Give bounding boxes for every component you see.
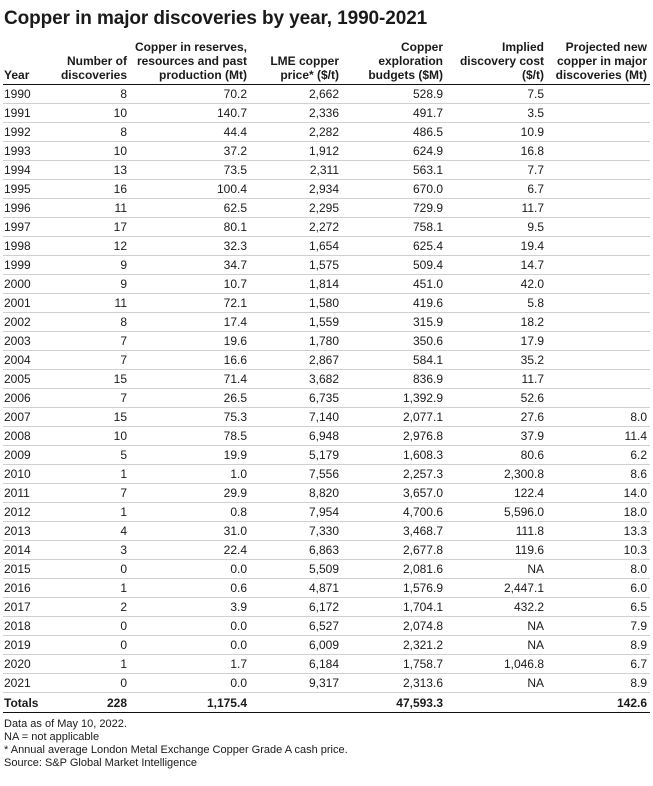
table-row (3, 85, 650, 104)
cell-discoveries: 15 (57, 408, 130, 427)
footnotes (4, 718, 650, 770)
cell-exploration-budget: 419.6 (342, 294, 446, 313)
cell-discoveries: 5 (57, 446, 130, 465)
cell-year: 2002 (3, 313, 57, 332)
cell-exploration-budget: 1,392.9 (342, 389, 446, 408)
cell-copper-mt: 0.6 (130, 579, 250, 598)
cell-discovery-cost: NA (446, 636, 547, 655)
cell-projected-copper: 142.6 (547, 693, 650, 713)
cell-discovery-cost: 122.4 (446, 484, 547, 503)
table-row (3, 446, 650, 465)
cell-exploration-budget: 509.4 (342, 256, 446, 275)
footnote-line: * Annual average London Metal Exchange Copper Grade A cash price. (4, 744, 348, 756)
cell-discovery-cost: 1,046.8 (446, 655, 547, 674)
cell-projected-copper (547, 85, 650, 104)
cell-discoveries: 1 (57, 465, 130, 484)
cell-projected-copper (547, 104, 650, 123)
cell-year: 2010 (3, 465, 57, 484)
cell-discovery-cost: 7.7 (446, 161, 547, 180)
cell-lme-price: 2,311 (250, 161, 342, 180)
header-line: resources and past (136, 54, 247, 68)
cell-discovery-cost: 19.4 (446, 237, 547, 256)
cell-discoveries: 9 (57, 256, 130, 275)
cell-projected-copper: 11.4 (547, 427, 650, 446)
cell-discoveries: 1 (57, 579, 130, 598)
cell-lme-price: 1,580 (250, 294, 342, 313)
cell-projected-copper (547, 142, 650, 161)
footnote-line: Source: S&P Global Market Intelligence (4, 757, 198, 769)
cell-projected-copper: 14.0 (547, 484, 650, 503)
table-row (3, 598, 650, 617)
cell-exploration-budget: 4,700.6 (342, 503, 446, 522)
header-line: discoveries (60, 68, 127, 82)
table-row (3, 237, 650, 256)
cell-discovery-cost: 119.6 (446, 541, 547, 560)
header-line: exploration (378, 54, 443, 68)
cell-copper-mt: 0.0 (130, 636, 250, 655)
cell-year: 1999 (3, 256, 57, 275)
cell-year: 2009 (3, 446, 57, 465)
cell-exploration-budget: 451.0 (342, 275, 446, 294)
cell-lme-price: 7,954 (250, 503, 342, 522)
cell-year: 1998 (3, 237, 57, 256)
cell-projected-copper (547, 218, 650, 237)
cell-copper-mt: 31.0 (130, 522, 250, 541)
cell-projected-copper (547, 161, 650, 180)
totals-row (3, 693, 650, 713)
cell-discoveries: 3 (57, 541, 130, 560)
cell-lme-price: 2,934 (250, 180, 342, 199)
cell-lme-price: 2,282 (250, 123, 342, 142)
cell-discoveries: 11 (57, 294, 130, 313)
cell-lme-price: 1,559 (250, 313, 342, 332)
cell-copper-mt: 26.5 (130, 389, 250, 408)
cell-discoveries: 10 (57, 142, 130, 161)
table-header (3, 40, 650, 85)
header-line: copper in major (556, 54, 647, 68)
cell-copper-mt: 32.3 (130, 237, 250, 256)
cell-exploration-budget: 563.1 (342, 161, 446, 180)
cell-projected-copper: 8.9 (547, 636, 650, 655)
cell-projected-copper: 18.0 (547, 503, 650, 522)
cell-copper-mt: 140.7 (130, 104, 250, 123)
cell-year: 2012 (3, 503, 57, 522)
cell-copper-mt: 22.4 (130, 541, 250, 560)
header-line: LME copper (270, 54, 339, 68)
cell-year: 2011 (3, 484, 57, 503)
cell-discovery-cost: 2,447.1 (446, 579, 547, 598)
cell-lme-price: 6,172 (250, 598, 342, 617)
cell-exploration-budget: 47,593.3 (342, 693, 446, 713)
cell-discoveries: 4 (57, 522, 130, 541)
discoveries-table (3, 40, 650, 713)
cell-year: 2018 (3, 617, 57, 636)
cell-discoveries: 8 (57, 313, 130, 332)
cell-discoveries: 0 (57, 674, 130, 693)
cell-discovery-cost: 2,300.8 (446, 465, 547, 484)
header-line: ($/t) (522, 68, 544, 82)
cell-copper-mt: 70.2 (130, 85, 250, 104)
cell-lme-price: 2,662 (250, 85, 342, 104)
table-row (3, 503, 650, 522)
table-row (3, 218, 650, 237)
cell-exploration-budget: 584.1 (342, 351, 446, 370)
header-line: discovery cost (459, 54, 544, 68)
header-line: budgets ($M) (368, 68, 443, 82)
cell-exploration-budget: 2,081.6 (342, 560, 446, 579)
header-line: Copper in reserves, (134, 40, 247, 54)
table-row (3, 104, 650, 123)
table-row (3, 522, 650, 541)
table-row (3, 142, 650, 161)
table-row (3, 332, 650, 351)
cell-exploration-budget: 758.1 (342, 218, 446, 237)
cell-discovery-cost: 11.7 (446, 370, 547, 389)
table-row (3, 275, 650, 294)
cell-projected-copper (547, 294, 650, 313)
cell-discoveries: 13 (57, 161, 130, 180)
header-discovery-cost (446, 40, 547, 85)
cell-copper-mt: 37.2 (130, 142, 250, 161)
cell-lme-price: 2,336 (250, 104, 342, 123)
cell-discovery-cost: 5,596.0 (446, 503, 547, 522)
cell-lme-price: 7,330 (250, 522, 342, 541)
cell-copper-mt: 75.3 (130, 408, 250, 427)
footnote-line: Data as of May 10, 2022. (4, 718, 127, 730)
cell-discovery-cost: 37.9 (446, 427, 547, 446)
cell-year: 2008 (3, 427, 57, 446)
cell-lme-price: 5,509 (250, 560, 342, 579)
cell-year: 1996 (3, 199, 57, 218)
cell-exploration-budget: 624.9 (342, 142, 446, 161)
cell-projected-copper: 8.0 (547, 560, 650, 579)
header-lme-price (250, 40, 342, 85)
cell-projected-copper (547, 180, 650, 199)
cell-lme-price: 6,863 (250, 541, 342, 560)
cell-copper-mt: 19.6 (130, 332, 250, 351)
header-line: Number of (67, 54, 127, 68)
cell-year: Totals (3, 693, 57, 713)
cell-projected-copper (547, 256, 650, 275)
table-row (3, 617, 650, 636)
table-row (3, 674, 650, 693)
cell-lme-price: 6,948 (250, 427, 342, 446)
cell-lme-price: 6,009 (250, 636, 342, 655)
cell-discoveries: 8 (57, 85, 130, 104)
cell-copper-mt: 19.9 (130, 446, 250, 465)
cell-copper-mt: 17.4 (130, 313, 250, 332)
cell-copper-mt: 73.5 (130, 161, 250, 180)
cell-exploration-budget: 528.9 (342, 85, 446, 104)
cell-projected-copper (547, 351, 650, 370)
cell-year: 2007 (3, 408, 57, 427)
cell-exploration-budget: 2,321.2 (342, 636, 446, 655)
header-year (3, 40, 57, 85)
cell-lme-price: 1,654 (250, 237, 342, 256)
header-row (3, 40, 650, 85)
table-row (3, 465, 650, 484)
cell-exploration-budget: 2,077.1 (342, 408, 446, 427)
cell-discoveries: 15 (57, 370, 130, 389)
cell-exploration-budget: 1,608.3 (342, 446, 446, 465)
cell-lme-price: 1,912 (250, 142, 342, 161)
cell-discovery-cost: NA (446, 617, 547, 636)
cell-copper-mt: 100.4 (130, 180, 250, 199)
cell-lme-price: 8,820 (250, 484, 342, 503)
cell-lme-price: 2,867 (250, 351, 342, 370)
table-row (3, 180, 650, 199)
table-row (3, 123, 650, 142)
cell-exploration-budget: 625.4 (342, 237, 446, 256)
cell-discoveries: 7 (57, 484, 130, 503)
cell-discovery-cost: 16.8 (446, 142, 547, 161)
cell-discoveries: 1 (57, 503, 130, 522)
cell-discoveries: 0 (57, 617, 130, 636)
cell-year: 2003 (3, 332, 57, 351)
cell-year: 2017 (3, 598, 57, 617)
cell-discovery-cost: 432.2 (446, 598, 547, 617)
cell-copper-mt: 72.1 (130, 294, 250, 313)
cell-discoveries: 7 (57, 389, 130, 408)
cell-copper-mt: 0.0 (130, 560, 250, 579)
cell-projected-copper: 6.7 (547, 655, 650, 674)
cell-exploration-budget: 1,758.7 (342, 655, 446, 674)
cell-copper-mt: 1.0 (130, 465, 250, 484)
cell-year: 1991 (3, 104, 57, 123)
header-line: Projected new (565, 40, 647, 54)
table-row (3, 636, 650, 655)
table-row (3, 427, 650, 446)
cell-lme-price: 1,780 (250, 332, 342, 351)
header-projected-copper (547, 40, 650, 85)
cell-projected-copper (547, 123, 650, 142)
cell-discoveries: 17 (57, 218, 130, 237)
cell-lme-price: 7,556 (250, 465, 342, 484)
cell-discoveries: 0 (57, 636, 130, 655)
cell-discoveries: 2 (57, 598, 130, 617)
table-body (3, 85, 650, 713)
cell-year: 1993 (3, 142, 57, 161)
cell-year: 1997 (3, 218, 57, 237)
cell-discoveries: 7 (57, 332, 130, 351)
header-line: production (Mt) (159, 68, 247, 82)
cell-discovery-cost: NA (446, 560, 547, 579)
cell-year: 2006 (3, 389, 57, 408)
cell-year: 2016 (3, 579, 57, 598)
cell-projected-copper (547, 275, 650, 294)
table-row (3, 560, 650, 579)
cell-exploration-budget: 486.5 (342, 123, 446, 142)
cell-copper-mt: 1,175.4 (130, 693, 250, 713)
cell-year: 2019 (3, 636, 57, 655)
cell-exploration-budget: 2,257.3 (342, 465, 446, 484)
header-line: Implied (501, 40, 544, 54)
cell-lme-price (250, 693, 342, 713)
table-row (3, 389, 650, 408)
cell-discovery-cost: 5.8 (446, 294, 547, 313)
cell-projected-copper (547, 332, 650, 351)
cell-discovery-cost: 3.5 (446, 104, 547, 123)
cell-copper-mt: 0.0 (130, 617, 250, 636)
cell-discovery-cost: 10.9 (446, 123, 547, 142)
cell-copper-mt: 71.4 (130, 370, 250, 389)
cell-exploration-budget: 3,657.0 (342, 484, 446, 503)
cell-discoveries: 7 (57, 351, 130, 370)
cell-discovery-cost: 52.6 (446, 389, 547, 408)
cell-projected-copper: 6.5 (547, 598, 650, 617)
cell-exploration-budget: 1,576.9 (342, 579, 446, 598)
cell-exploration-budget: 491.7 (342, 104, 446, 123)
table-row (3, 161, 650, 180)
cell-year: 2000 (3, 275, 57, 294)
header-line: price* ($/t) (280, 68, 339, 82)
cell-discoveries: 10 (57, 427, 130, 446)
cell-copper-mt: 16.6 (130, 351, 250, 370)
cell-copper-mt: 1.7 (130, 655, 250, 674)
footnote-line: NA = not applicable (4, 731, 100, 743)
cell-copper-mt: 78.5 (130, 427, 250, 446)
cell-year: 1994 (3, 161, 57, 180)
cell-discoveries: 10 (57, 104, 130, 123)
cell-discoveries: 228 (57, 693, 130, 713)
header-discoveries (57, 40, 130, 85)
cell-year: 2001 (3, 294, 57, 313)
cell-projected-copper: 6.0 (547, 579, 650, 598)
cell-discovery-cost: 35.2 (446, 351, 547, 370)
cell-exploration-budget: 3,468.7 (342, 522, 446, 541)
cell-projected-copper: 8.0 (547, 408, 650, 427)
table-row (3, 313, 650, 332)
cell-exploration-budget: 315.9 (342, 313, 446, 332)
cell-discovery-cost: 14.7 (446, 256, 547, 275)
cell-projected-copper: 8.6 (547, 465, 650, 484)
cell-discovery-cost: 111.8 (446, 522, 547, 541)
cell-projected-copper: 10.3 (547, 541, 650, 560)
cell-lme-price: 6,735 (250, 389, 342, 408)
table-row (3, 351, 650, 370)
cell-discovery-cost: NA (446, 674, 547, 693)
table-row (3, 484, 650, 503)
cell-discovery-cost: 42.0 (446, 275, 547, 294)
cell-discoveries: 11 (57, 199, 130, 218)
cell-copper-mt: 3.9 (130, 598, 250, 617)
cell-year: 2005 (3, 370, 57, 389)
cell-lme-price: 2,295 (250, 199, 342, 218)
cell-projected-copper (547, 313, 650, 332)
cell-year: 2020 (3, 655, 57, 674)
header-line: discoveries (Mt) (555, 68, 647, 82)
table-row (3, 655, 650, 674)
cell-exploration-budget: 2,074.8 (342, 617, 446, 636)
cell-copper-mt: 80.1 (130, 218, 250, 237)
table-row (3, 541, 650, 560)
cell-copper-mt: 0.0 (130, 674, 250, 693)
cell-projected-copper (547, 199, 650, 218)
table-row (3, 199, 650, 218)
cell-discovery-cost: 6.7 (446, 180, 547, 199)
cell-discovery-cost: 18.2 (446, 313, 547, 332)
cell-lme-price: 4,871 (250, 579, 342, 598)
cell-lme-price: 1,814 (250, 275, 342, 294)
cell-copper-mt: 29.9 (130, 484, 250, 503)
cell-year: 1995 (3, 180, 57, 199)
table-row (3, 579, 650, 598)
cell-lme-price: 7,140 (250, 408, 342, 427)
header-copper-mt (130, 40, 250, 85)
cell-lme-price: 9,317 (250, 674, 342, 693)
cell-discovery-cost: 11.7 (446, 199, 547, 218)
cell-projected-copper (547, 237, 650, 256)
cell-discoveries: 12 (57, 237, 130, 256)
cell-lme-price: 2,272 (250, 218, 342, 237)
cell-projected-copper: 6.2 (547, 446, 650, 465)
cell-copper-mt: 62.5 (130, 199, 250, 218)
cell-discovery-cost: 80.6 (446, 446, 547, 465)
table-row (3, 256, 650, 275)
cell-discovery-cost: 9.5 (446, 218, 547, 237)
table-row (3, 294, 650, 313)
cell-year: 2013 (3, 522, 57, 541)
table-title: Copper in major discoveries by year, 1990-2021 (4, 8, 428, 29)
cell-exploration-budget: 2,976.8 (342, 427, 446, 446)
cell-year: 1990 (3, 85, 57, 104)
cell-year: 1992 (3, 123, 57, 142)
cell-exploration-budget: 2,677.8 (342, 541, 446, 560)
cell-exploration-budget: 350.6 (342, 332, 446, 351)
cell-lme-price: 1,575 (250, 256, 342, 275)
cell-lme-price: 6,184 (250, 655, 342, 674)
cell-lme-price: 6,527 (250, 617, 342, 636)
cell-year: 2004 (3, 351, 57, 370)
cell-projected-copper: 8.9 (547, 674, 650, 693)
cell-discoveries: 9 (57, 275, 130, 294)
cell-discovery-cost: 17.9 (446, 332, 547, 351)
cell-discoveries: 16 (57, 180, 130, 199)
cell-projected-copper (547, 389, 650, 408)
cell-year: 2014 (3, 541, 57, 560)
cell-discovery-cost: 7.5 (446, 85, 547, 104)
header-line: Year (4, 68, 30, 82)
table-row (3, 370, 650, 389)
cell-exploration-budget: 836.9 (342, 370, 446, 389)
cell-copper-mt: 10.7 (130, 275, 250, 294)
cell-copper-mt: 0.8 (130, 503, 250, 522)
cell-projected-copper: 13.3 (547, 522, 650, 541)
cell-projected-copper (547, 370, 650, 389)
cell-lme-price: 3,682 (250, 370, 342, 389)
cell-discovery-cost (446, 693, 547, 713)
cell-year: 2015 (3, 560, 57, 579)
cell-exploration-budget: 670.0 (342, 180, 446, 199)
cell-exploration-budget: 1,704.1 (342, 598, 446, 617)
table-row (3, 408, 650, 427)
header-exploration-budget (342, 40, 446, 85)
cell-exploration-budget: 2,313.6 (342, 674, 446, 693)
cell-discovery-cost: 27.6 (446, 408, 547, 427)
header-line: Copper (401, 40, 443, 54)
cell-copper-mt: 34.7 (130, 256, 250, 275)
cell-copper-mt: 44.4 (130, 123, 250, 142)
cell-exploration-budget: 729.9 (342, 199, 446, 218)
cell-lme-price: 5,179 (250, 446, 342, 465)
cell-year: 2021 (3, 674, 57, 693)
cell-projected-copper: 7.9 (547, 617, 650, 636)
cell-discoveries: 0 (57, 560, 130, 579)
cell-discoveries: 8 (57, 123, 130, 142)
cell-discoveries: 1 (57, 655, 130, 674)
